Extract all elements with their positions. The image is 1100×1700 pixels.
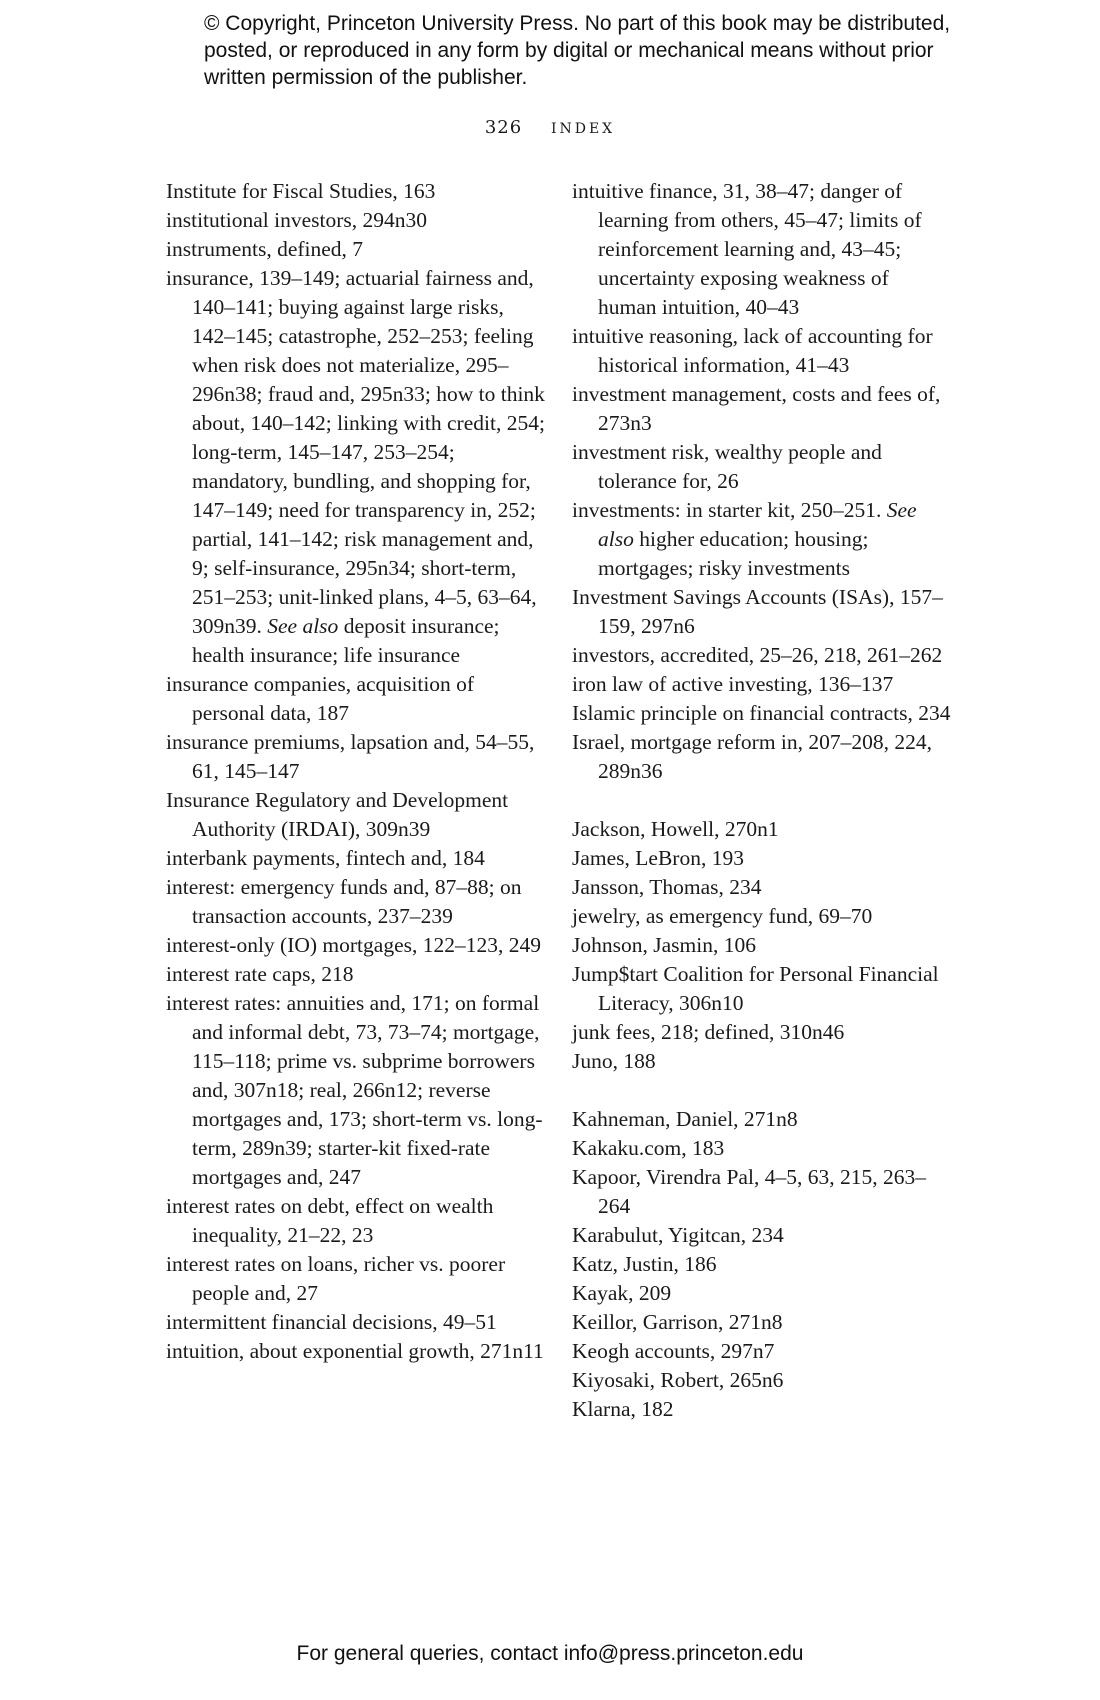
see-also-label: See also — [267, 614, 339, 638]
index-entry: interest rates on loans, richer vs. poorer people and, 27 — [166, 1252, 506, 1305]
index-entry: interest rates on debt, effect on wealth inequality, 21–22, 23 — [166, 1194, 494, 1247]
index-entry: investment risk, wealthy people and tolerance for, 26 — [572, 440, 882, 493]
index-entry: Jackson, Howell, 270n1 — [572, 817, 779, 841]
index-entry: jewelry, as emergency fund, 69–70 — [572, 904, 873, 928]
index-entry: Johnson, Jasmin, 106 — [572, 933, 756, 957]
index-entry: institutional investors, 294n30 — [166, 208, 427, 232]
index-entry: Keillor, Garrison, 271n8 — [572, 1310, 783, 1334]
letter-group-gap — [572, 1076, 952, 1105]
section-title: index — [550, 114, 616, 138]
index-entry: Karabulut, Yigitcan, 234 — [572, 1223, 784, 1247]
index-entry: Keogh accounts, 297n7 — [572, 1339, 775, 1363]
index-entry: investment management, costs and fees of, 273n3 — [572, 382, 941, 435]
page-number: 326 — [484, 117, 523, 138]
index-entry: junk fees, 218; defined, 310n46 — [572, 1020, 845, 1044]
index-entry-insurance — [166, 264, 546, 670]
footer-contact: For general queries, contact info@press.princeton.edu — [296, 1642, 804, 1665]
index-entry: Kahneman, Daniel, 271n8 — [572, 1107, 798, 1131]
entry-text: insurance, 139–149; actuarial fairness and, 140–141; buying against large risks, 142–145; catastrophe, 252–253; feeling when risk does not materialize, 295–296n38; fraud and, 295n33; how to think about, 140–142; linking with credit, 254; long-term, 145–147, 253–254; mandatory, bundling, and shopping for, 147–149; need for transparency in, 252; partial, 141–142; risk management and, 9; self-insurance, 295n34; short-term, 251–253; unit-linked plans, 4–5, 63–64, 309n39. — [166, 266, 545, 638]
index-entry: intuition, about exponential growth, 271n11 — [166, 1339, 544, 1363]
index-entry: interbank payments, fintech and, 184 — [166, 846, 485, 870]
index-entry: Kapoor, Virendra Pal, 4–5, 63, 215, 263–264 — [572, 1165, 926, 1218]
index-column-left — [166, 177, 546, 1366]
entry-text: investments: in starter kit, 250–251. — [572, 498, 882, 522]
index-entry: interest: emergency funds and, 87–88; on transaction accounts, 237–239 — [166, 875, 522, 928]
index-entry: Kiyosaki, Robert, 265n6 — [572, 1368, 784, 1392]
index-entry: Institute for Fiscal Studies, 163 — [166, 179, 436, 203]
letter-group-gap — [572, 786, 952, 815]
index-entry: insurance premiums, lapsation and, 54–55, 61, 145–147 — [166, 730, 535, 783]
index-entry: intuitive finance, 31, 38–47; danger of learning from others, 45–47; limits of reinforcement learning and, 43–45; uncertainty exposing weakness of human intuition, 40–43 — [572, 179, 922, 319]
index-entry: insurance companies, acquisition of personal data, 187 — [166, 672, 475, 725]
index-entry: intuitive reasoning, lack of accounting for historical information, 41–43 — [572, 324, 933, 377]
copyright-notice: © Copyright, Princeton University Press. No part of this book may be distributed, posted, or reproduced in any form by digital or mechanical means without prior written permission of the publisher. — [204, 12, 951, 89]
index-entry: Jump$tart Coalition for Personal Financial Literacy, 306n10 — [572, 962, 939, 1015]
index-entry: Kakaku.com, 183 — [572, 1136, 725, 1160]
see-also-text: deposit insurance; health insurance; life insurance — [192, 614, 500, 667]
index-entry-investments — [572, 496, 952, 583]
index-column-right — [572, 177, 952, 1424]
index-entry: Katz, Justin, 186 — [572, 1252, 717, 1276]
see-also-label: See also — [598, 498, 917, 551]
index-entry: Juno, 188 — [572, 1049, 656, 1073]
index-entry: Insurance Regulatory and Development Authority (IRDAI), 309n39 — [166, 788, 509, 841]
index-entry: investors, accredited, 25–26, 218, 261–262 — [572, 643, 943, 667]
running-head — [0, 114, 1100, 138]
index-entry: Jansson, Thomas, 234 — [572, 875, 762, 899]
index-entry: Klarna, 182 — [572, 1397, 674, 1421]
index-entry: Islamic principle on financial contracts, 234 — [572, 701, 951, 725]
index-entry: interest rates: annuities and, 171; on formal and informal debt, 73, 73–74; mortgage, 115–118; prime vs. subprime borrowers and, 307n18; real, 266n12; reverse mortgages and, 173; short-term vs. long-term, 289n39; starter-kit fixed-rate mortgages and, 247 — [166, 991, 543, 1189]
see-also-text: higher education; housing; mortgages; risky investments — [598, 527, 869, 580]
index-entry: Kayak, 209 — [572, 1281, 672, 1305]
index-entry: interest rate caps, 218 — [166, 962, 354, 986]
index-entry: Israel, mortgage reform in, 207–208, 224, 289n36 — [572, 730, 933, 783]
index-entry: Investment Savings Accounts (ISAs), 157–159, 297n6 — [572, 585, 943, 638]
index-entry: interest-only (IO) mortgages, 122–123, 249 — [166, 933, 541, 957]
index-entry: intermittent financial decisions, 49–51 — [166, 1310, 497, 1334]
index-entry: iron law of active investing, 136–137 — [572, 672, 894, 696]
index-entry: James, LeBron, 193 — [572, 846, 744, 870]
index-entry: instruments, defined, 7 — [166, 237, 364, 261]
